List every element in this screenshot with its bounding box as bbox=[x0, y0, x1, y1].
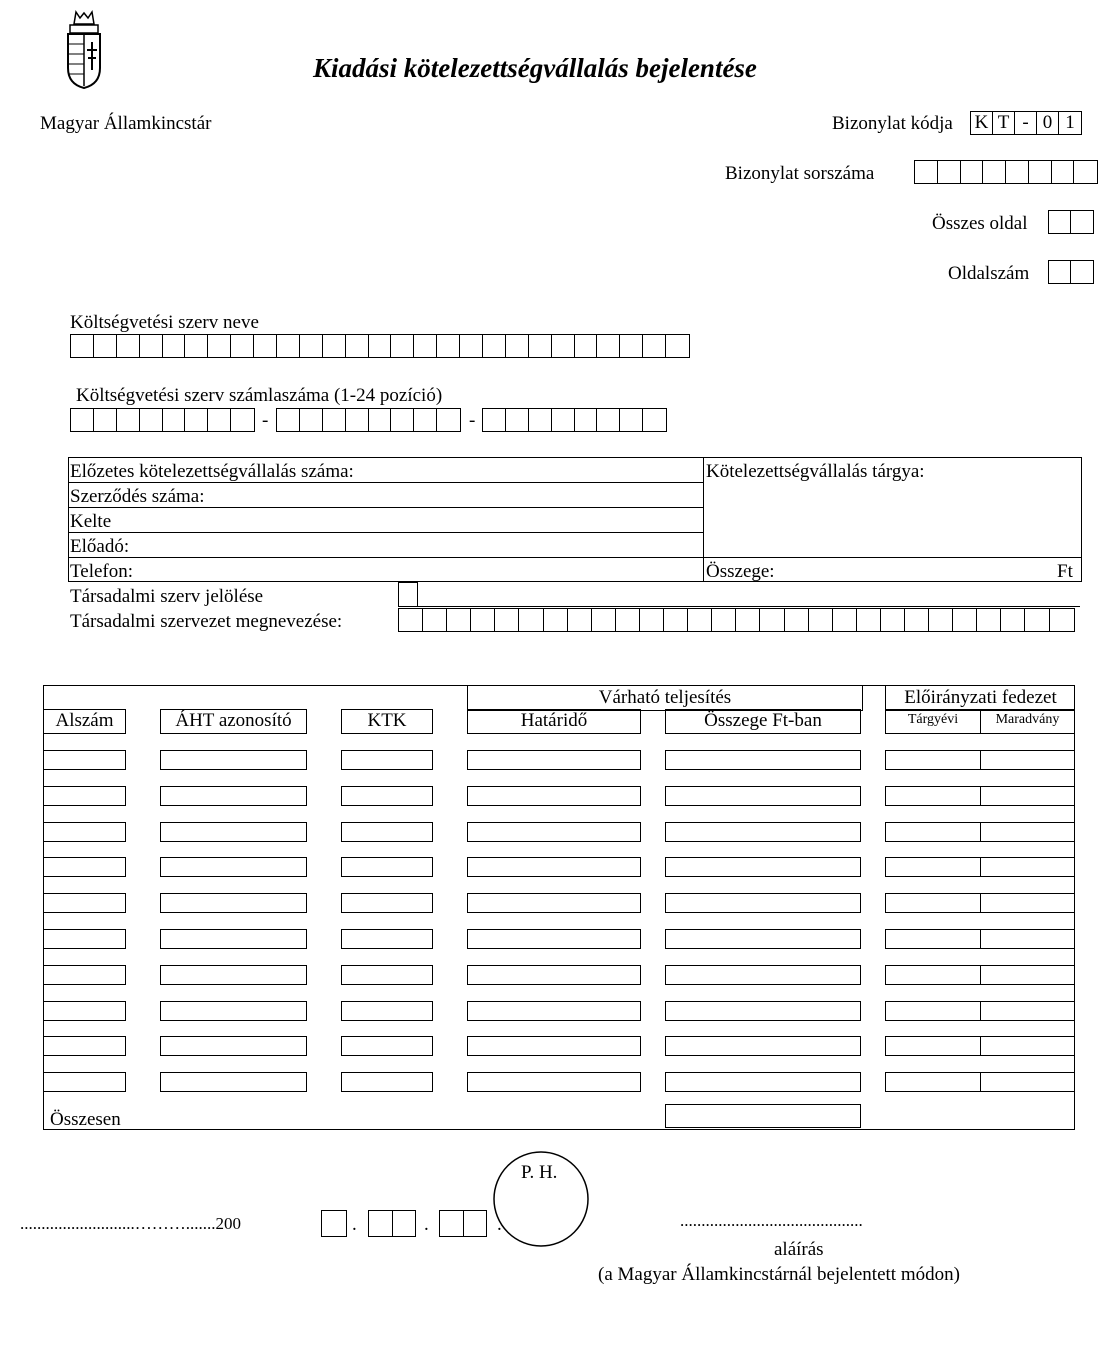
table-cell[interactable] bbox=[665, 750, 861, 770]
serial-label: Bizonylat sorszáma bbox=[725, 163, 875, 184]
account-label: Költségvetési szerv számlaszáma (1-24 pozíció) bbox=[76, 385, 443, 406]
table-cell[interactable] bbox=[885, 857, 981, 877]
table-cell[interactable] bbox=[43, 786, 126, 806]
doc-code-char: 0 bbox=[1037, 112, 1059, 134]
col-aht: ÁHT azonosító bbox=[160, 709, 307, 734]
doc-code-char: - bbox=[1015, 112, 1037, 134]
table-cell[interactable] bbox=[467, 786, 641, 806]
date-dot: . bbox=[497, 1214, 502, 1235]
signature-label: aláírás bbox=[774, 1239, 824, 1260]
table-cell[interactable] bbox=[665, 786, 861, 806]
table-cell[interactable] bbox=[467, 893, 641, 913]
doc-code-label: Bizonylat kódja bbox=[832, 113, 953, 134]
doc-code-char: K bbox=[971, 112, 993, 134]
table-cell[interactable] bbox=[665, 857, 861, 877]
table-cell[interactable] bbox=[43, 893, 126, 913]
table-cell[interactable] bbox=[980, 786, 1075, 806]
table-cell[interactable] bbox=[341, 1036, 433, 1056]
table-cell[interactable] bbox=[43, 965, 126, 985]
table-cell[interactable] bbox=[467, 857, 641, 877]
amount-label: Összege: bbox=[706, 561, 775, 582]
table-cell[interactable] bbox=[43, 929, 126, 949]
table-cell[interactable] bbox=[341, 893, 433, 913]
table-cell[interactable] bbox=[980, 750, 1075, 770]
table-cell[interactable] bbox=[43, 1036, 126, 1056]
table-cell[interactable] bbox=[980, 1001, 1075, 1021]
table-cell[interactable] bbox=[665, 965, 861, 985]
table-cell[interactable] bbox=[885, 1072, 981, 1092]
table-cell[interactable] bbox=[160, 750, 307, 770]
table-cell[interactable] bbox=[980, 893, 1075, 913]
table-cell[interactable] bbox=[160, 857, 307, 877]
total-pages-field[interactable] bbox=[1048, 210, 1094, 234]
table-cell[interactable] bbox=[160, 893, 307, 913]
table-cell[interactable] bbox=[885, 929, 981, 949]
page-number-field[interactable] bbox=[1048, 260, 1094, 284]
table-cell[interactable] bbox=[467, 822, 641, 842]
table-cell[interactable] bbox=[467, 929, 641, 949]
table-cell[interactable] bbox=[341, 1001, 433, 1021]
place-date-line: ...........................……….......200 bbox=[20, 1214, 241, 1233]
table-cell[interactable] bbox=[160, 786, 307, 806]
table-cell[interactable] bbox=[665, 822, 861, 842]
table-cell[interactable] bbox=[885, 786, 981, 806]
table-cell[interactable] bbox=[160, 929, 307, 949]
account-part-3[interactable] bbox=[482, 408, 667, 432]
total-label: Összesen bbox=[50, 1109, 121, 1130]
social-org-mark-box[interactable] bbox=[398, 582, 418, 607]
subject-label: Kötelezettségvállalás tárgya: bbox=[706, 461, 925, 482]
table-cell[interactable] bbox=[467, 965, 641, 985]
col-current-year: Tárgyévi bbox=[885, 709, 981, 734]
account-separator: - bbox=[469, 410, 476, 431]
table-cell[interactable] bbox=[467, 750, 641, 770]
year-digit-box[interactable] bbox=[321, 1210, 347, 1237]
prev-commitment-label: Előzetes kötelezettségvállalás száma: bbox=[70, 461, 354, 482]
table-cell[interactable] bbox=[341, 750, 433, 770]
social-org-name-label: Társadalmi szervezet megnevezése: bbox=[70, 611, 343, 632]
table-cell[interactable] bbox=[885, 750, 981, 770]
expected-fulfilment-header: Várható teljesítés bbox=[467, 686, 863, 711]
table-cell[interactable] bbox=[885, 1036, 981, 1056]
table-cell[interactable] bbox=[665, 893, 861, 913]
page-number-label: Oldalszám bbox=[948, 263, 1030, 284]
stamp-label: P. H. bbox=[521, 1162, 558, 1183]
serial-number-field[interactable] bbox=[914, 160, 1098, 184]
account-part-2[interactable] bbox=[276, 408, 461, 432]
table-cell[interactable] bbox=[885, 893, 981, 913]
table-cell[interactable] bbox=[341, 965, 433, 985]
col-alszam: Alszám bbox=[43, 709, 126, 734]
signature-note: (a Magyar Államkincstárnál bejelentett módon) bbox=[598, 1264, 960, 1285]
phone-label: Telefon: bbox=[70, 561, 134, 582]
table-cell[interactable] bbox=[341, 786, 433, 806]
officer-label: Előadó: bbox=[70, 536, 130, 557]
table-cell[interactable] bbox=[160, 1036, 307, 1056]
date-dot: . bbox=[424, 1214, 429, 1235]
table-cell[interactable] bbox=[885, 1001, 981, 1021]
coat-of-arms-emblem bbox=[62, 10, 106, 90]
table-cell[interactable] bbox=[43, 822, 126, 842]
col-amount: Összege Ft-ban bbox=[665, 709, 861, 734]
account-separator: - bbox=[262, 410, 269, 431]
currency-label: Ft bbox=[1057, 561, 1073, 582]
doc-code-char: 1 bbox=[1065, 112, 1075, 133]
signature-line: ........................................... bbox=[680, 1211, 863, 1230]
table-cell[interactable] bbox=[160, 822, 307, 842]
col-residue: Maradvány bbox=[980, 709, 1075, 734]
table-cell[interactable] bbox=[341, 1072, 433, 1092]
table-cell[interactable] bbox=[341, 857, 433, 877]
table-cell[interactable] bbox=[43, 857, 126, 877]
table-cell[interactable] bbox=[980, 1072, 1075, 1092]
table-cell[interactable] bbox=[980, 822, 1075, 842]
table-cell[interactable] bbox=[980, 857, 1075, 877]
table-cell[interactable] bbox=[467, 1072, 641, 1092]
table-cell[interactable] bbox=[467, 1036, 641, 1056]
org-section-name-label: Költségvetési szerv neve bbox=[70, 312, 259, 333]
table-cell[interactable] bbox=[980, 965, 1075, 985]
table-cell[interactable] bbox=[467, 1001, 641, 1021]
table-cell[interactable] bbox=[665, 1001, 861, 1021]
col-ktk: KTK bbox=[341, 709, 433, 734]
table-cell[interactable] bbox=[980, 929, 1075, 949]
social-org-name-field[interactable] bbox=[398, 608, 1075, 632]
table-cell[interactable] bbox=[341, 929, 433, 949]
account-part-1[interactable] bbox=[70, 408, 255, 432]
table-cell[interactable] bbox=[43, 1072, 126, 1092]
table-cell[interactable] bbox=[43, 750, 126, 770]
table-cell[interactable] bbox=[885, 965, 981, 985]
table-cell[interactable] bbox=[665, 1036, 861, 1056]
org-name-field[interactable] bbox=[70, 334, 690, 358]
table-cell[interactable] bbox=[980, 1036, 1075, 1056]
date-label: Kelte bbox=[70, 511, 112, 532]
page-title: Kiadási kötelezettségvállalás bejelentése bbox=[313, 53, 757, 83]
table-cell[interactable] bbox=[160, 1072, 307, 1092]
org-name: Magyar Államkincstár bbox=[40, 113, 212, 134]
budget-cover-header: Előirányzati fedezet bbox=[885, 686, 1075, 711]
table-cell[interactable] bbox=[665, 1072, 861, 1092]
total-amount-field[interactable] bbox=[665, 1104, 861, 1128]
doc-code-boxes bbox=[970, 111, 1082, 135]
table-cell[interactable] bbox=[160, 965, 307, 985]
table-cell[interactable] bbox=[885, 822, 981, 842]
table-cell[interactable] bbox=[160, 1001, 307, 1021]
doc-code-char: T bbox=[993, 112, 1015, 134]
table-cell[interactable] bbox=[43, 1001, 126, 1021]
table-cell[interactable] bbox=[665, 929, 861, 949]
total-pages-label: Összes oldal bbox=[932, 213, 1028, 234]
date-dot: . bbox=[352, 1214, 357, 1235]
col-deadline: Határidő bbox=[467, 709, 641, 734]
table-cell[interactable] bbox=[341, 822, 433, 842]
contract-label: Szerződés száma: bbox=[70, 486, 205, 507]
social-org-mark-label: Társadalmi szerv jelölése bbox=[70, 586, 264, 607]
